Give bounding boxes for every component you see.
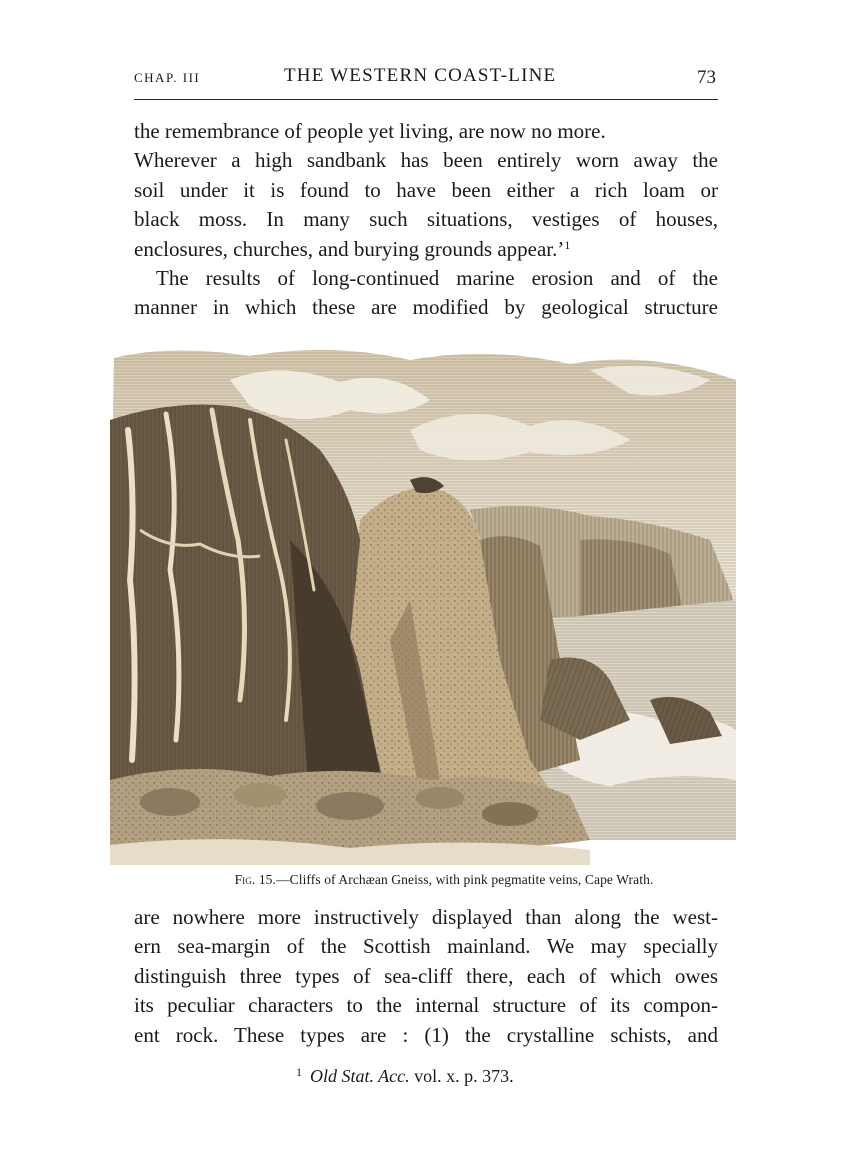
- text-line: enclosures, churches, and burying grounds appear.’: [134, 236, 565, 261]
- text-line-with-footnote: [134, 235, 718, 264]
- text-line: ern sea-margin of the Scottish mainland. We may specially: [134, 934, 718, 959]
- figure-caption-text: —Cliffs of Archæan Gneiss, with pink pegmatite veins, Cape Wrath.: [276, 872, 654, 887]
- paragraph-start-line: The results of long-continued marine erosion and of the: [156, 266, 718, 291]
- running-head: [134, 64, 718, 92]
- header-rule: [134, 99, 718, 100]
- chapter-label: CHAP. III: [134, 70, 201, 85]
- text-line: soil under it is found to have been either a rich loam or: [134, 177, 718, 202]
- figure-label: Fig. 15.: [234, 872, 277, 887]
- text-line: its peculiar characters to the internal structure of its compon-: [134, 993, 718, 1018]
- cliff-engraving: [110, 340, 736, 865]
- text-line: Wherever a high sandbank has been entirely worn away the: [134, 148, 718, 173]
- text-line: are nowhere more instructively displayed than along the west-: [134, 905, 718, 929]
- footnote: [296, 1065, 514, 1087]
- footnote-reference: 1: [564, 237, 571, 252]
- text-line: black moss. In many such situations, vestiges of houses,: [134, 207, 718, 232]
- text-line: ent rock. These types are : (1) the crystalline schists, and: [134, 1022, 718, 1047]
- body-text-top: [134, 117, 718, 323]
- page-number: 73: [697, 67, 716, 88]
- footnote-reference-text: vol. x. p. 373.: [414, 1066, 514, 1086]
- text-line: the remembrance of people yet living, are now no more.: [134, 119, 606, 143]
- footnote-source: Old Stat. Acc.: [310, 1066, 410, 1086]
- engraving-illustration: [110, 340, 736, 865]
- text-line: distinguish three types of sea-cliff there, each of which owes: [134, 963, 718, 988]
- figure-caption: [110, 872, 778, 888]
- text-line: manner in which these are modified by geological structure: [134, 295, 718, 320]
- running-title: THE WESTERN COAST-LINE: [284, 65, 557, 86]
- body-text-bottom: [134, 903, 718, 1050]
- footnote-mark: 1: [296, 1065, 302, 1079]
